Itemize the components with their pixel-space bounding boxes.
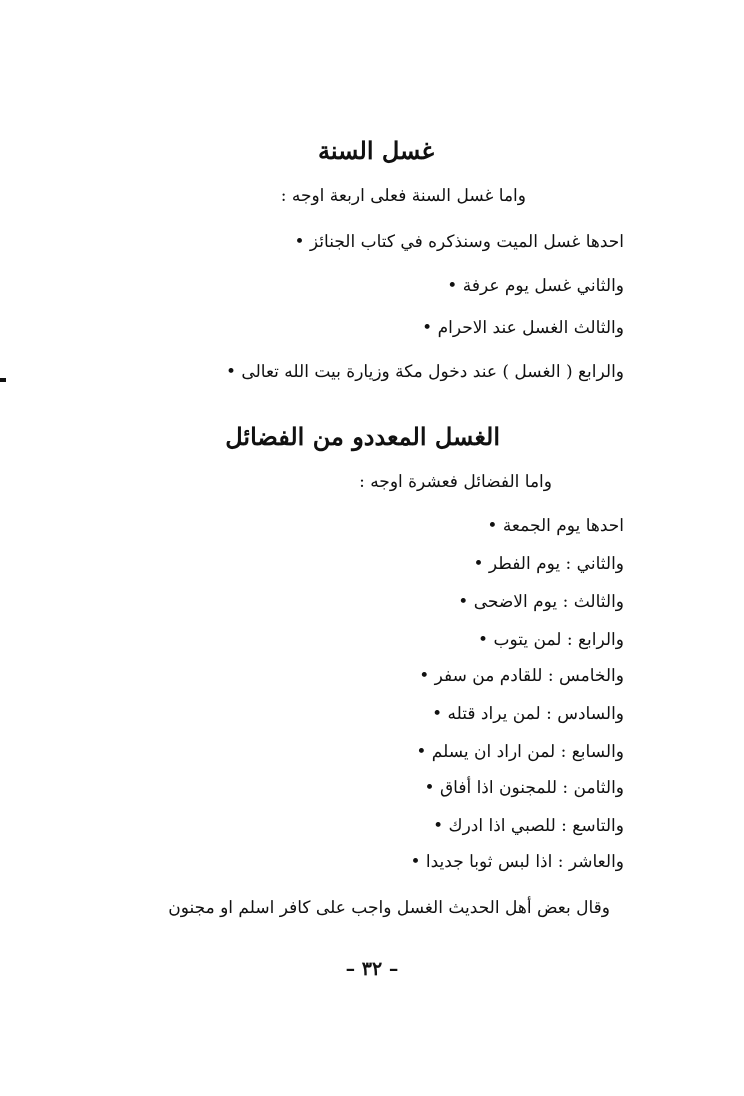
section-2-item: والثاني : يوم الفطر • bbox=[473, 554, 624, 574]
section-2-item: والتاسع : للصبي اذا ادرك • bbox=[433, 816, 624, 836]
page-number: – ٣٢ – bbox=[345, 958, 399, 980]
section-2-item: والسابع : لمن اراد ان يسلم • bbox=[416, 742, 624, 762]
section-2-intro: واما الفضائل فعشرة اوجه : bbox=[359, 472, 552, 492]
margin-mark bbox=[0, 378, 6, 382]
section-1-item: والثالث الغسل عند الاحرام • bbox=[422, 318, 624, 338]
section-1-title: غسل السنة bbox=[318, 136, 434, 165]
section-2-title: الغسل المعددو من الفضائل bbox=[225, 422, 500, 451]
section-2-item: والعاشر : اذا لبس ثوبا جديدا • bbox=[410, 852, 624, 872]
section-2-item: والخامس : للقادم من سفر • bbox=[419, 666, 624, 686]
section-1-intro: واما غسل السنة فعلى اربعة اوجه : bbox=[280, 186, 526, 206]
section-2-item: والثالث : يوم الاضحى • bbox=[458, 592, 624, 612]
section-2-item: احدها يوم الجمعة • bbox=[487, 516, 624, 536]
section-1-item: والثاني غسل يوم عرفة • bbox=[447, 276, 624, 296]
section-1-item: احدها غسل الميت وسنذكره في كتاب الجنائز • bbox=[294, 232, 624, 252]
section-2-item: والرابع : لمن يتوب • bbox=[478, 630, 624, 650]
closing-paragraph: وقال بعض أهل الحديث الغسل واجب على كافر اسلم او مجنون bbox=[168, 898, 610, 918]
section-2-item: والسادس : لمن يراد قتله • bbox=[432, 704, 624, 724]
section-1-item: والرابع ( الغسل ) عند دخول مكة وزيارة بيت الله تعالى • bbox=[226, 362, 624, 382]
section-2-item: والثامن : للمجنون اذا أفاق • bbox=[424, 778, 624, 798]
